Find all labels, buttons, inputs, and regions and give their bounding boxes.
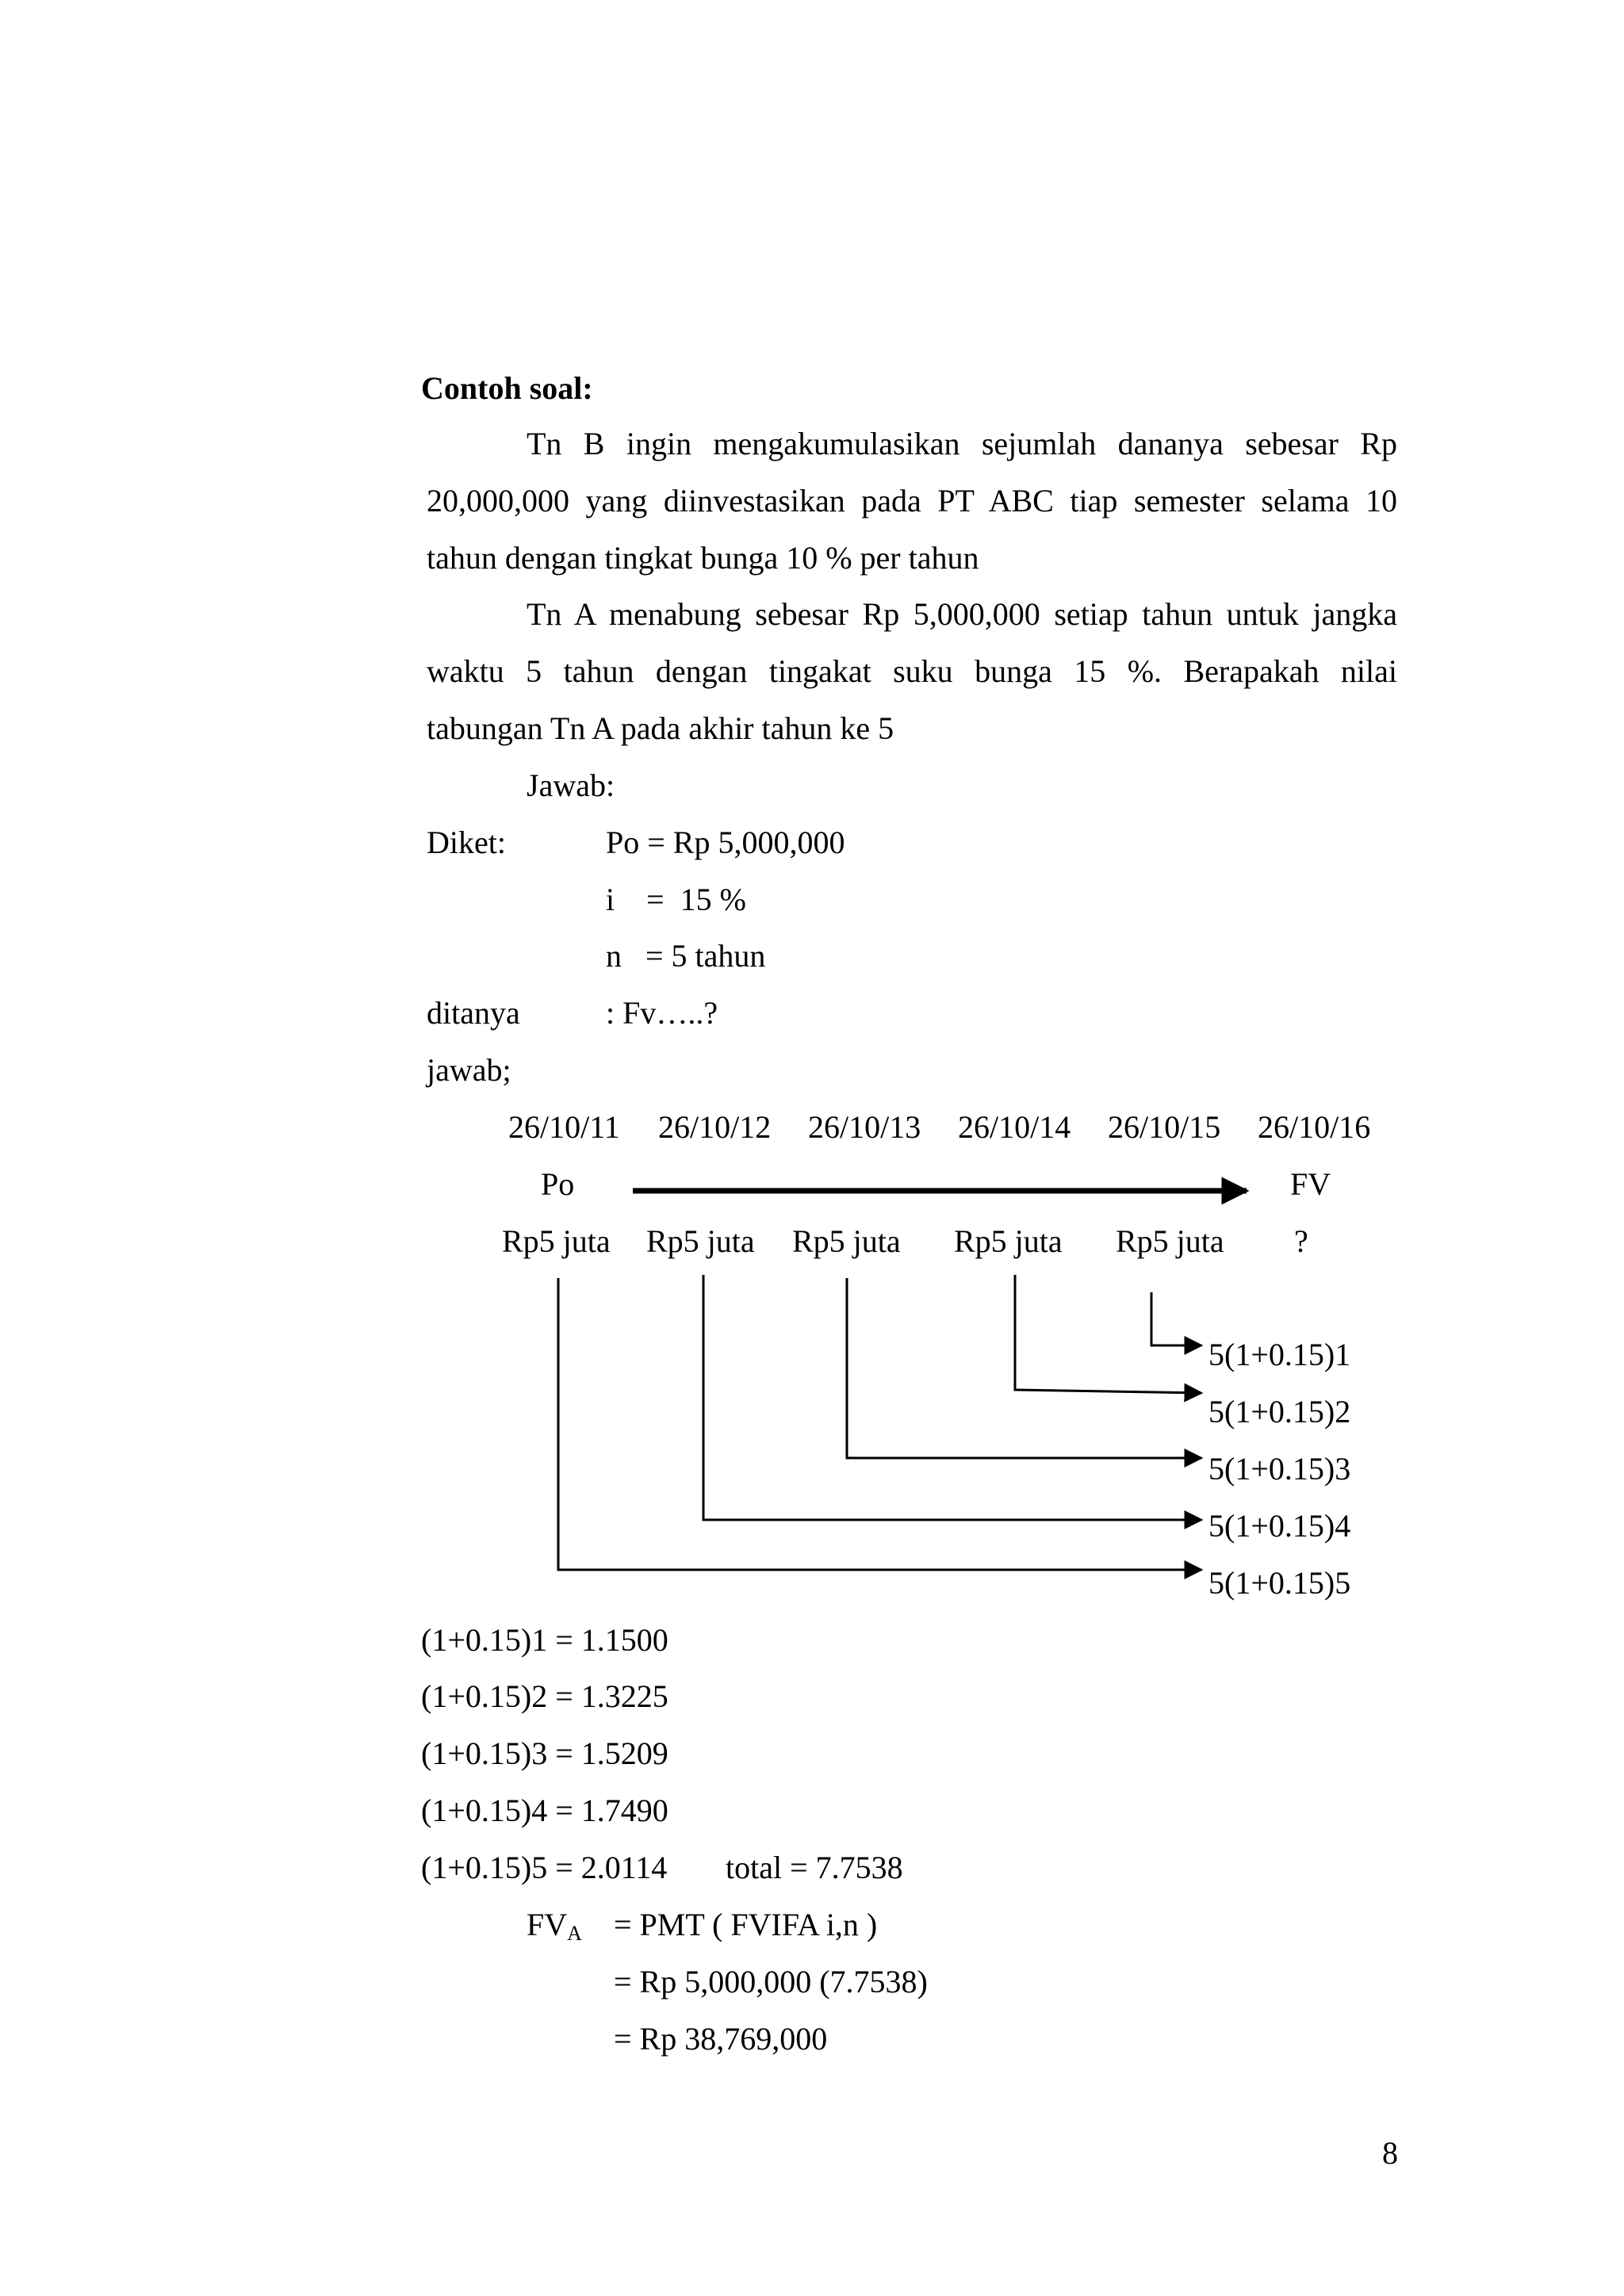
heading: Contoh soal:: [421, 370, 593, 406]
compound-term: 5(1+0.15)1: [1208, 1337, 1351, 1372]
connector-4: [1015, 1275, 1201, 1393]
diket-po: Po = Rp 5,000,000: [606, 825, 845, 860]
ditanya-label: ditanya: [427, 995, 520, 1031]
connector-5: [1151, 1292, 1201, 1345]
ditanya-value: : Fv…..?: [606, 995, 718, 1031]
jawab2-label: jawab;: [427, 1052, 511, 1088]
problem1-line1: Tn B ingin mengakumulasikan sejumlah dananya sebesar Rp: [527, 426, 1397, 461]
timeline-date: 26/10/14: [958, 1109, 1071, 1145]
timeline-amount: Rp5 juta: [954, 1223, 1063, 1259]
timeline-amount: ?: [1294, 1223, 1308, 1259]
timeline-amount: Rp5 juta: [646, 1223, 755, 1259]
timeline-amount: Rp5 juta: [792, 1223, 901, 1259]
timeline-date: 26/10/11: [508, 1109, 620, 1145]
factor-line: (1+0.15)3 = 1.5209: [421, 1735, 668, 1771]
diket-i: i = 15 %: [606, 882, 746, 917]
timeline-amount: Rp5 juta: [1116, 1223, 1224, 1259]
compound-term: 5(1+0.15)2: [1208, 1394, 1351, 1429]
factor-line: (1+0.15)5 = 2.0114: [421, 1850, 668, 1885]
factor-line: (1+0.15)2 = 1.3225: [421, 1678, 668, 1714]
connector-2: [703, 1275, 1201, 1520]
connector-1: [558, 1278, 1201, 1570]
diket-n: n = 5 tahun: [606, 938, 766, 974]
page-number: 8: [1382, 2135, 1398, 2171]
factor-line: (1+0.15)4 = 1.7490: [421, 1793, 668, 1828]
timeline-start-label: Po: [541, 1166, 575, 1202]
timeline-date: 26/10/13: [808, 1109, 921, 1145]
problem2-line2: waktu 5 tahun dengan tingakat suku bunga 15 %. Berapakah nilai: [427, 653, 1397, 689]
diket-label: Diket:: [427, 825, 506, 860]
timeline-date: 26/10/15: [1108, 1109, 1221, 1145]
timeline-date: 26/10/12: [658, 1109, 772, 1145]
factor-line: (1+0.15)1 = 1.1500: [421, 1622, 668, 1658]
problem2-line1: Tn A menabung sebesar Rp 5,000,000 setiap tahun untuk jangka: [527, 596, 1397, 632]
compound-term: 5(1+0.15)3: [1208, 1451, 1351, 1487]
problem1-line2: 20,000,000 yang diinvestasikan pada PT ABC tiap semester selama 10: [427, 483, 1397, 519]
problem2-line3: tabungan Tn A pada akhir tahun ke 5: [427, 710, 894, 746]
formula-fv-label: [527, 1909, 582, 1944]
jawab-label: Jawab:: [527, 767, 615, 803]
connector-3: [847, 1278, 1201, 1458]
formula-fv-sub: A: [567, 1922, 582, 1945]
formula-line1: = PMT ( FVIFA i,n ): [614, 1907, 878, 1942]
total-value: total = 7.7538: [726, 1850, 903, 1885]
problem1-line3: tahun dengan tingkat bunga 10 % per tahun: [427, 540, 979, 576]
compound-term: 5(1+0.15)5: [1208, 1565, 1351, 1601]
timeline-end-label: FV: [1290, 1166, 1331, 1202]
compound-term: 5(1+0.15)4: [1208, 1508, 1351, 1544]
formula-line3: = Rp 38,769,000: [614, 2021, 828, 2057]
timeline-date: 26/10/16: [1258, 1109, 1371, 1145]
formula-line2: = Rp 5,000,000 (7.7538): [614, 1964, 928, 1999]
timeline-amount: Rp5 juta: [502, 1223, 611, 1259]
formula-fv: FV: [527, 1907, 568, 1942]
